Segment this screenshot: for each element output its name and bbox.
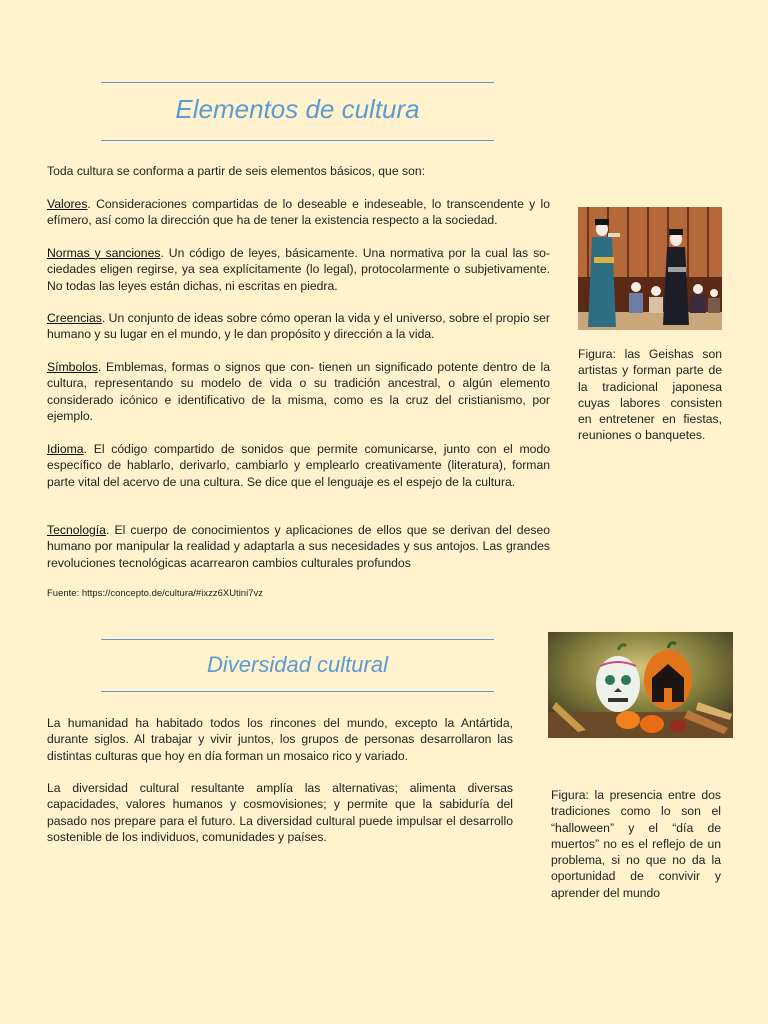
diversidad-paragraph-1: La humanidad ha habitado todos los rincones del mundo, excepto la Antártida, durante siglos. Al trabajar y vivir juntos, los grupos de personas desarrollaron las distintas culturas que hoy en día forman un mosaico rico y variado.	[47, 716, 513, 763]
pumpkins-photo	[548, 632, 733, 738]
term-simbolos: Símbolos	[47, 360, 98, 374]
term-normas: Normas y sanciones	[47, 246, 161, 260]
element-valores	[47, 196, 550, 229]
title-rule-bottom	[101, 140, 494, 141]
pumpkins-caption: Figura: la presencia entre dos tradiciones como lo son el “halloween” y el “día de muertos” no es el reflejo de un problema, si no que no da la oportunidad de convivir y aprender del mundo	[551, 788, 721, 900]
geisha-photo	[578, 207, 722, 330]
title-rule-bottom-2	[101, 691, 494, 692]
element-simbolos	[47, 359, 550, 425]
element-creencias	[47, 310, 550, 343]
section-title-elementos: Elementos de cultura	[175, 94, 420, 124]
desc-valores: . Consideraciones compartidas de lo deseable e indeseable, lo transcendente y lo efímero, así como la dirección que ha de tener la existencia respecto a la sociedad.	[47, 197, 550, 228]
desc-idioma: . El código compartido de sonidos que permite comunicarse, junto con el modo específico de hablarlo, derivarlo, cambiarlo y emplearlo creativamente (literatura), forman parte vital del acervo de una cultura. Se dice que el lenguaje es el espejo de la cultura.	[47, 442, 550, 489]
element-normas	[47, 245, 550, 294]
term-idioma: Idioma	[47, 442, 84, 456]
section-title-diversidad: Diversidad cultural	[207, 652, 388, 677]
diversidad-paragraph-2: La diversidad cultural resultante amplía las alternativas; alimenta diversas capacidades, valores humanos y cosmovisiones; y permite que la sabiduría del pasado nos prepare para el futuro. La diversidad cultural puede impulsar el desarrollo sostenible de los individuos, comunidades y países.	[47, 781, 513, 845]
pumpkins-illustration	[548, 632, 733, 738]
desc-normas: . Un código de leyes, básicamente. Una normativa por la cual las so-ciedades eligen regirse, ya sea explícitamente (lo legal), protocolarmente o subjetivamente. No todas las leyes están dichas, ni escritas en piedra.	[47, 246, 550, 293]
term-creencias: Creencias	[47, 311, 102, 325]
geisha-illustration	[578, 207, 722, 330]
title-rule-top	[101, 82, 494, 83]
desc-simbolos: . Emblemas, formas o signos que con- tienen un significado potente dentro de la cultura, representando su modelo de vida o su tradición ancestral, o algún elemento considerado icónico e identificativo de la misma, como es la cruz del cristianismo, por ejemplo.	[47, 360, 550, 424]
title-rule-top-2	[101, 639, 494, 640]
element-tecnologia	[47, 522, 550, 571]
desc-creencias: . Un conjunto de ideas sobre cómo operan la vida y el universo, sobre el propio ser humano y su lugar en el mundo, y le dan propósito y dirección a la vida.	[47, 311, 550, 342]
intro-text: Toda cultura se conforma a partir de seis elementos básicos, que son:	[47, 164, 426, 178]
geisha-caption: Figura: las Geishas son artistas y forman parte de la tradicional japonesa cuyas labores consisten en entretener en fiestas, reuniones o banquetes.	[578, 347, 722, 443]
term-tecnologia: Tecnología	[47, 523, 106, 537]
desc-tecnologia: . El cuerpo de conocimientos y aplicaciones de ellos que se derivan del deseo humano por manipular la realidad y adaptarla a sus necesidades y sus antojos. Las grandes revoluciones tecnológicas acarrearon cambios culturales profundos	[47, 523, 550, 570]
element-idioma	[47, 441, 550, 490]
source-link[interactable]: Fuente: https://concepto.de/cultura/#ixzz6XUtini7vz	[47, 588, 263, 599]
term-valores: Valores	[47, 197, 88, 211]
